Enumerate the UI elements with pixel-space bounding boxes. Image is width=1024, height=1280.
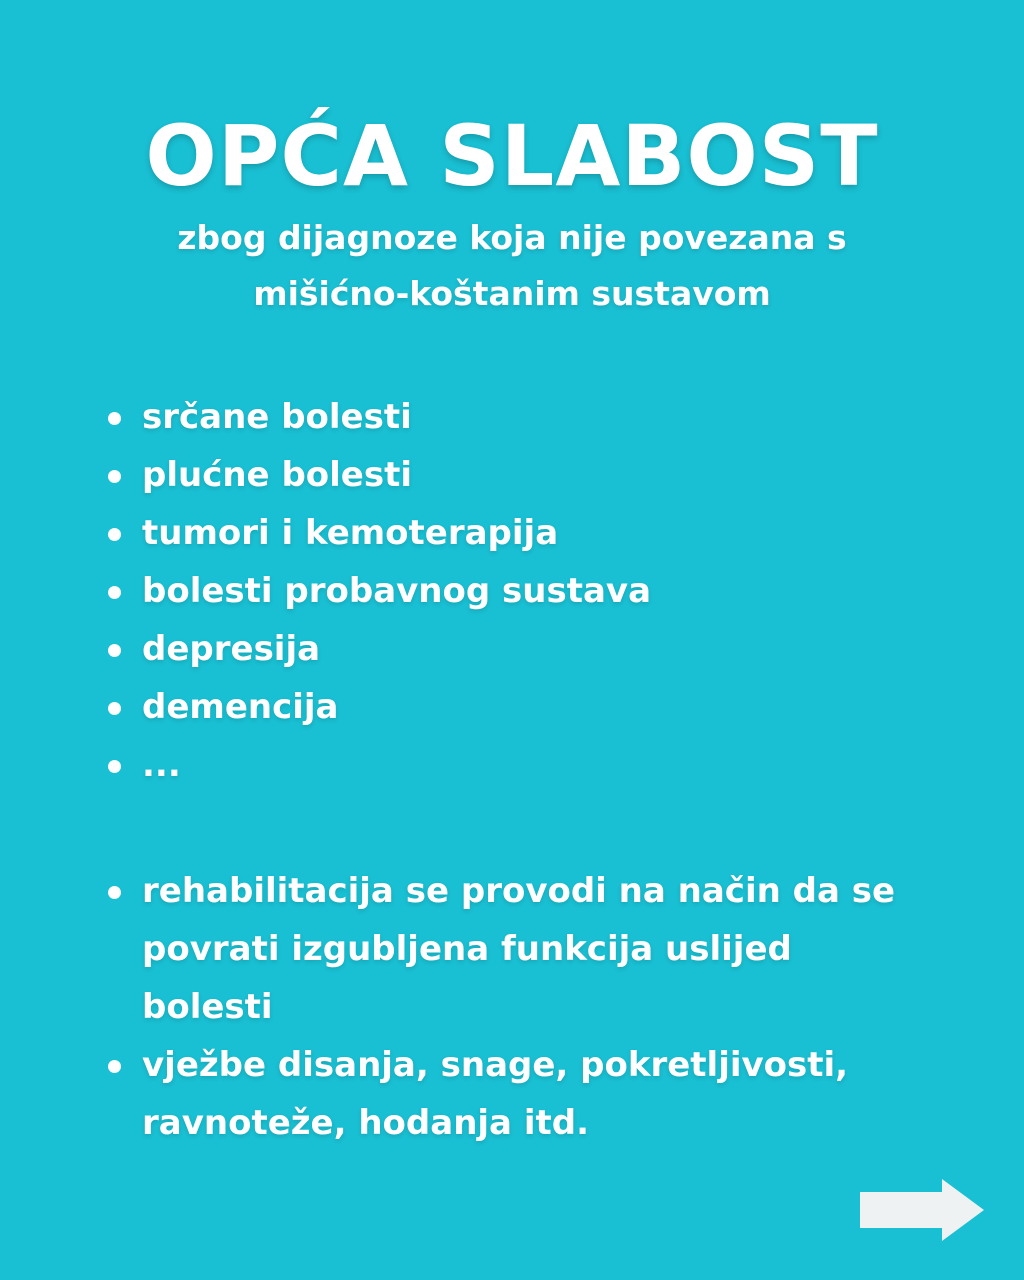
list-item — [104, 388, 904, 446]
bullet-icon — [108, 1060, 121, 1073]
bullet-icon — [108, 470, 121, 483]
bullet-icon — [108, 760, 121, 773]
list-item — [104, 620, 904, 678]
bullet-icon — [108, 586, 121, 599]
list-item — [104, 504, 904, 562]
bullet-icon — [108, 702, 121, 715]
diagnosis-list — [104, 388, 904, 794]
list-item-text: vježbe disanja, snage, pokretljivosti, ravnoteže, hodanja itd. — [142, 1045, 849, 1143]
list-item-text: ... — [142, 745, 181, 785]
list-item — [104, 1036, 924, 1152]
list-item-text: plućne bolesti — [142, 455, 413, 495]
bullet-icon — [108, 528, 121, 541]
bullet-icon — [108, 412, 121, 425]
page-title: OPĆA SLABOST — [145, 107, 879, 205]
list-item — [104, 446, 904, 504]
page-subtitle: zbog dijagnoze koja nije povezana s mišićno-koštanim sustavom — [177, 218, 847, 313]
right-arrow-icon[interactable] — [858, 1178, 986, 1242]
list-item-text: demencija — [142, 687, 339, 727]
list-item-text: srčane bolesti — [142, 397, 412, 437]
list-item — [104, 562, 904, 620]
list-item — [104, 862, 924, 1036]
arrow-shape — [860, 1179, 984, 1241]
list-item — [104, 678, 904, 736]
rehabilitation-notes-list — [104, 862, 924, 1152]
list-item-text: rehabilitacija se provodi na način da se povrati izgubljena funkcija uslijed bolesti — [142, 871, 896, 1027]
bullet-icon — [108, 644, 121, 657]
list-item-text: bolesti probavnog sustava — [142, 571, 652, 611]
list-item-text: depresija — [142, 629, 321, 669]
list-item — [104, 736, 904, 794]
list-item-text: tumori i kemoterapija — [142, 513, 559, 553]
bullet-icon — [108, 886, 121, 899]
